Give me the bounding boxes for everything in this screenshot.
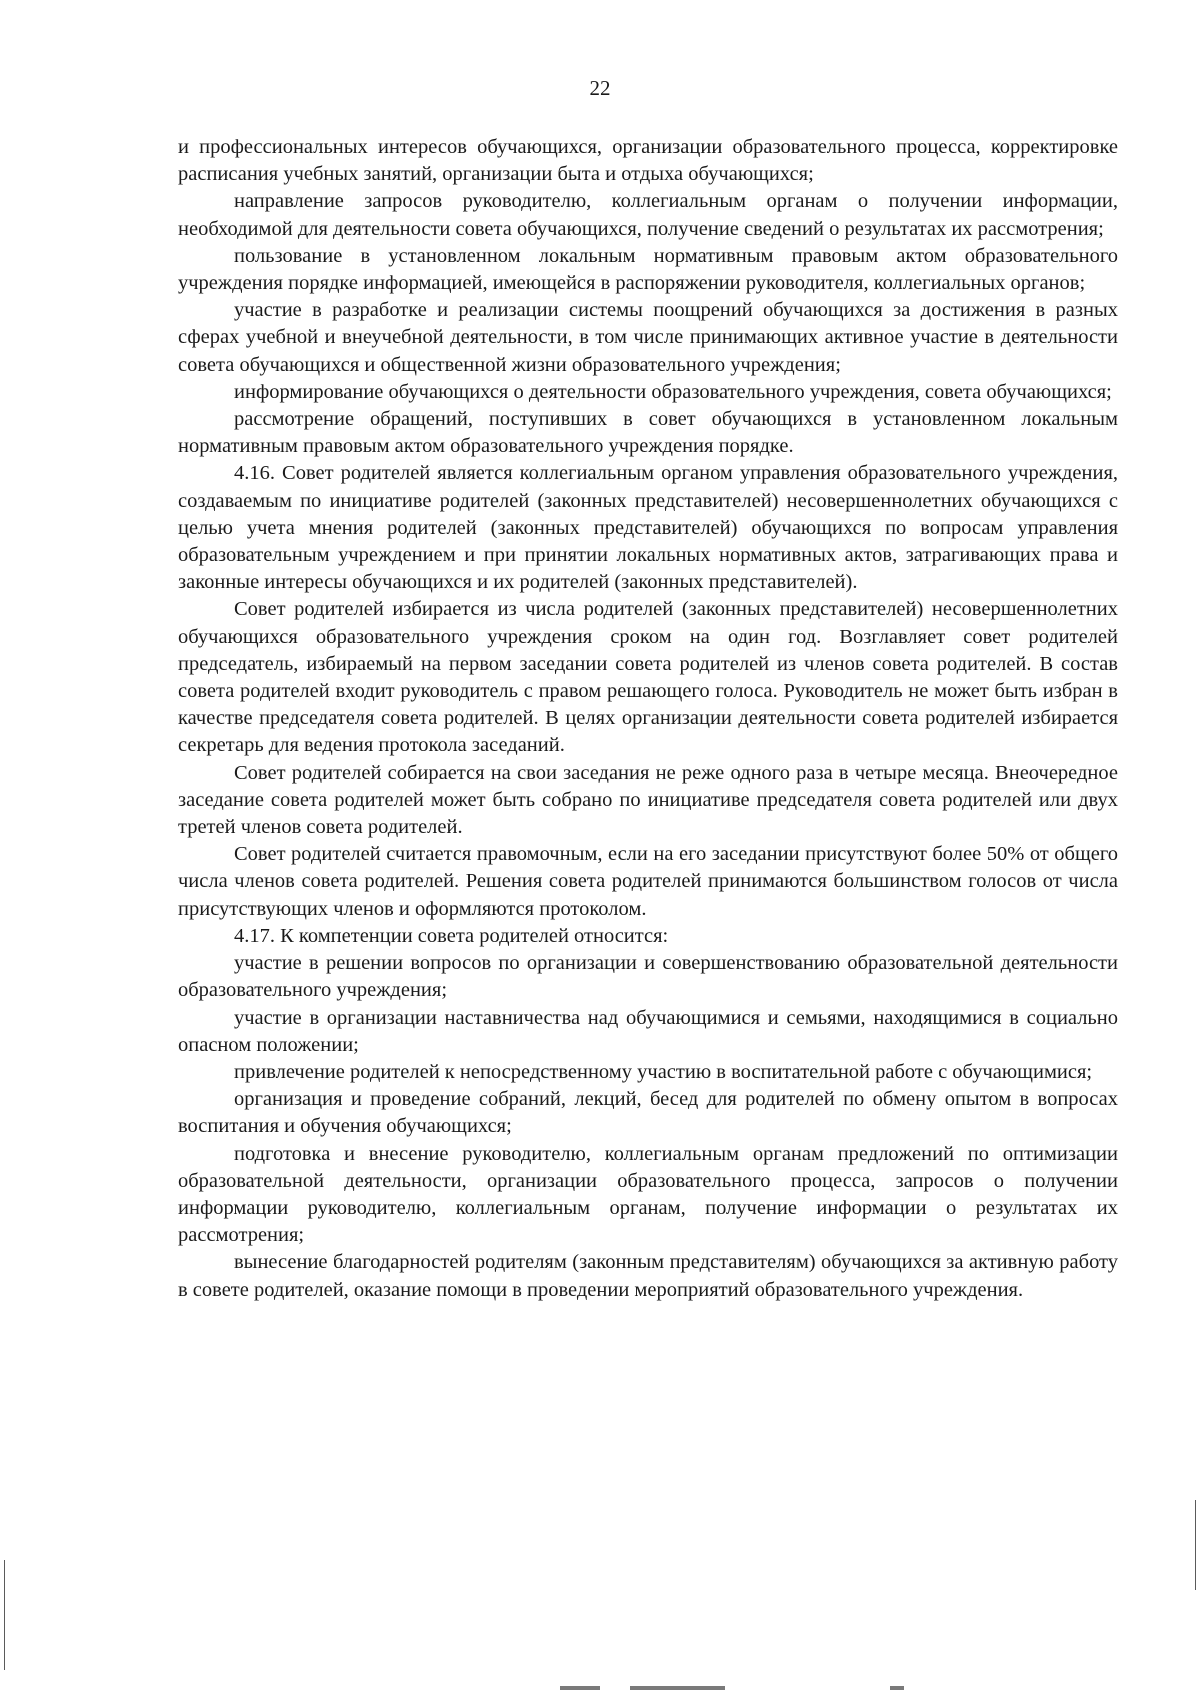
paragraph-competence-6: вынесение благодарностей родителям (законным представителям) обучающихся за активную работу в совете родителей, оказание помощи в проведении мероприятий образовательного учреждения. [178,1251,1118,1301]
paragraph-competence-2: участие в организации наставничества над обучающимися и семьями, находящимися в социально опасном положении; [178,1006,1118,1056]
paragraph-competence-3: привлечение родителей к непосредственному участию в воспитательной работе с обучающимися; [234,1060,1093,1083]
scan-artifact-bottom [630,1686,725,1690]
paragraph-council-election: Совет родителей избирается из числа родителей (законных представителей) несовершеннолетних обучающихся образовательного учреждения сроком на один год. Возглавляет совет родителей председатель, избираемый на первом заседании совета родителей из членов совета родителей. В состав совета родителей входит руководитель с правом решающего голоса. Руководитель не может быть избран в качестве председателя совета родителей. В целях организации деятельности совета родителей избирается секретарь для ведения протокола заседаний. [178,598,1118,757]
paragraph-section-4-17: 4.17. К компетенции совета родителей относится: [234,924,669,947]
document-body [178,134,1118,1304]
scan-artifact-bottom [560,1686,600,1690]
paragraph-competence-1: участие в решении вопросов по организации и совершенствованию образовательной деятельности образовательного учреждения; [178,952,1118,1002]
paragraph-competence-5: подготовка и внесение руководителю, коллегиальным органам предложений по оптимизации образовательной деятельности, организации образовательного процесса, запросов о получении информации руководителю, коллегиальным органам, получение информации о результатах их рассмотрения; [178,1142,1118,1247]
paragraph-section-4-16: 4.16. Совет родителей является коллегиальным органом управления образовательного учреждения, создаваемым по инициативе родителей (законных представителей) несовершеннолетних обучающихся с целью учета мнения родителей (законных представителей) обучающихся по вопросам управления образовательным учреждением и при принятии локальных нормативных актов, затрагивающих права и законные интересы обучающихся и их родителей (законных представителей). [178,462,1118,594]
scan-edge-right [1195,1500,1196,1590]
paragraph-continuation: и профессиональных интересов обучающихся, организации образовательного процесса, корректировке расписания учебных занятий, организации быта и отдыха обучающихся; [178,136,1118,186]
scan-artifact-bottom [890,1686,904,1690]
paragraph-rewards-system: участие в разработке и реализации системы поощрений обучающихся за достижения в разных сферах учебной и внеучебной деятельности, в том числе принимающих активное участие в деятельности совета обучающихся и общественной жизни образовательного учреждения; [178,299,1118,376]
paragraph-council-quorum: Совет родителей считается правомочным, если на его заседании присутствуют более 50% от общего числа членов совета родителей. Решения совета родителей принимаются большинством голосов от числа присутствующих членов и оформляются протоколом. [178,843,1118,920]
page-number: 22 [589,76,611,100]
paragraph-appeals: рассмотрение обращений, поступивших в совет обучающихся в установленном локальным нормативным правовым актом образовательного учреждения порядке. [178,408,1118,458]
paragraph-information-use: пользование в установленном локальным нормативным правовым актом образовательного учреждения порядке информацией, имеющейся в распоряжении руководителя, коллегиальных органов; [178,244,1118,295]
scan-edge-left [4,1560,5,1670]
paragraph-council-meetings: Совет родителей собирается на свои заседания не реже одного раза в четыре месяца. Внеочередное заседание совета родителей может быть собрано по инициативе председателя совета родителей или двух третей членов совета родителей. [178,761,1118,839]
paragraph-informing: информирование обучающихся о деятельности образовательного учреждения, совета обучающихся; [234,380,1112,403]
paragraph-competence-4: организация и проведение собраний, лекций, бесед для родителей по обмену опытом в вопросах воспитания и обучения обучающихся; [178,1088,1118,1138]
paragraph-requests: направление запросов руководителю, коллегиальным органам о получении информации, необходимой для деятельности совета обучающихся, получение сведений о результатах их рассмотрения; [178,190,1118,240]
